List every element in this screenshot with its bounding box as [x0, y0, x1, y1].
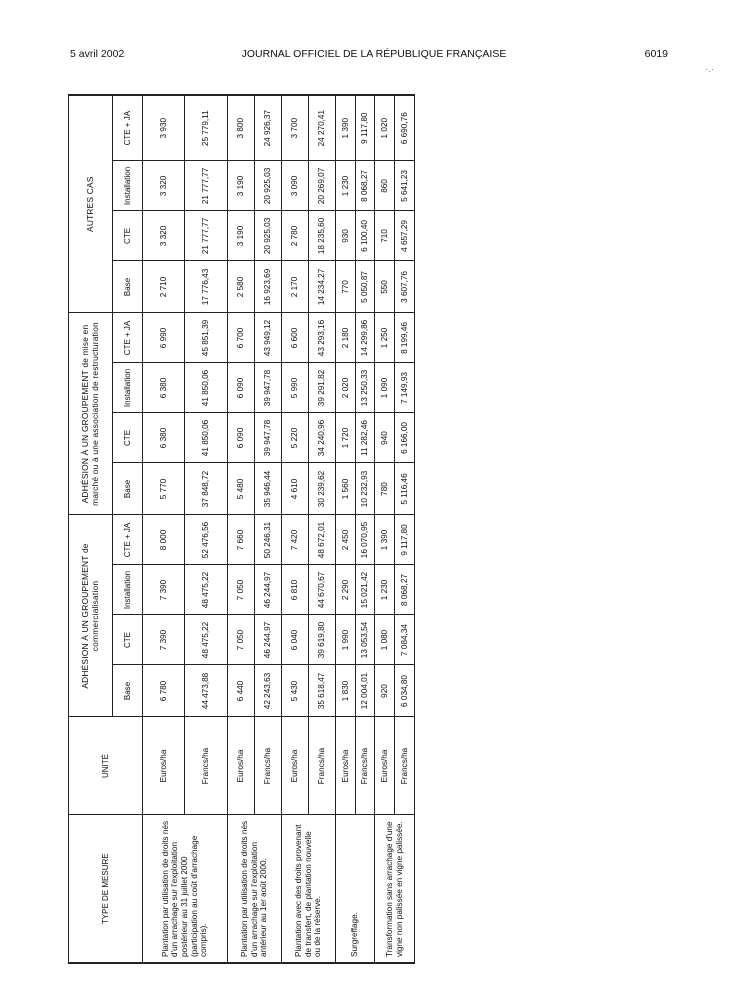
unit-cell: Euros/ha — [375, 717, 395, 815]
unit-cell: Francs/ha — [254, 717, 281, 815]
table-row — [143, 95, 185, 963]
table-row — [281, 95, 308, 963]
value-cell: 920 — [375, 665, 395, 717]
value-cell: 39 619,80 — [308, 615, 335, 665]
value-cell: 1 080 — [375, 615, 395, 665]
value-cell: 4 610 — [281, 463, 308, 515]
corner-dots: ·.· — [705, 64, 714, 74]
value-cell: 16 923,69 — [254, 261, 281, 313]
value-cell: 46 244,97 — [254, 565, 281, 615]
value-cell: 50 246,31 — [254, 515, 281, 565]
subheader-cte: CTE — [113, 211, 143, 261]
value-cell: 41 850,06 — [185, 413, 227, 463]
value-cell: 6 166,00 — [395, 413, 415, 463]
unit-cell: Francs/ha — [308, 717, 335, 815]
value-cell: 44 473,88 — [185, 665, 227, 717]
value-cell: 9 117,80 — [395, 515, 415, 565]
value-cell: 25 779,11 — [185, 95, 227, 161]
unit-cell: Euros/ha — [281, 717, 308, 815]
value-cell: 20 925,03 — [254, 161, 281, 211]
subheader-cte: CTE — [113, 615, 143, 665]
value-cell: 6 810 — [281, 565, 308, 615]
value-cell: 6 090 — [227, 363, 254, 413]
subheader-cte-ja: CTE + JA — [113, 515, 143, 565]
header-journal-title: JOURNAL OFFICIEL DE LA RÉPUBLIQUE FRANÇAISE — [241, 48, 507, 60]
subheader-base: Base — [113, 463, 143, 515]
value-cell: 41 850,06 — [185, 363, 227, 413]
value-cell: 5 220 — [281, 413, 308, 463]
value-cell: 39 291,82 — [308, 363, 335, 413]
unit-cell: Francs/ha — [395, 717, 415, 815]
value-cell: 3 607,76 — [395, 261, 415, 313]
subheader-cte-ja: CTE + JA — [113, 95, 143, 161]
aid-amounts-table — [68, 94, 415, 964]
value-cell: 35 946,44 — [254, 463, 281, 515]
subheader-installation: Installation — [113, 161, 143, 211]
value-cell: 9 117,80 — [355, 95, 375, 161]
value-cell: 6 040 — [281, 615, 308, 665]
group-mise-en-marche-header: ADHÉSION À UN GROUPEMENT de mise en marché ou à une association de restructuration — [69, 313, 113, 515]
rotated-table-frame — [68, 96, 415, 964]
value-cell: 6 440 — [227, 665, 254, 717]
subheader-cte: CTE — [113, 413, 143, 463]
value-cell: 8 199,46 — [395, 313, 415, 363]
value-cell: 3 090 — [281, 161, 308, 211]
value-cell: 43 949,12 — [254, 313, 281, 363]
value-cell: 6 034,80 — [395, 665, 415, 717]
value-cell: 34 240,96 — [308, 413, 335, 463]
type-mesure-header: TYPE DE MESURE — [69, 815, 143, 963]
value-cell: 17 776,43 — [185, 261, 227, 313]
measure-description: Surgreffage. — [335, 815, 374, 963]
subheader-base: Base — [113, 665, 143, 717]
table-wrapper — [68, 96, 415, 964]
value-cell: 1 230 — [375, 565, 395, 615]
value-cell: 6 700 — [227, 313, 254, 363]
value-cell: 45 851,39 — [185, 313, 227, 363]
value-cell: 2 020 — [335, 363, 355, 413]
value-cell: 37 848,72 — [185, 463, 227, 515]
value-cell: 21 777,77 — [185, 161, 227, 211]
value-cell: 3 930 — [143, 95, 185, 161]
value-cell: 6 690,76 — [395, 95, 415, 161]
value-cell: 1 990 — [335, 615, 355, 665]
value-cell: 24 270,41 — [308, 95, 335, 161]
value-cell: 6 100,40 — [355, 211, 375, 261]
value-cell: 7 390 — [143, 565, 185, 615]
value-cell: 6 380 — [143, 413, 185, 463]
unit-cell: Euros/ha — [335, 717, 355, 815]
value-cell: 1 230 — [335, 161, 355, 211]
value-cell: 5 641,23 — [395, 161, 415, 211]
value-cell: 3 800 — [227, 95, 254, 161]
measure-description: Plantation avec des droits provenant de transfert, de plantation nouvelle ou de la réserve. — [281, 815, 335, 963]
value-cell: 14 234,27 — [308, 261, 335, 313]
value-cell: 44 670,67 — [308, 565, 335, 615]
value-cell: 21 777,77 — [185, 211, 227, 261]
value-cell: 550 — [375, 261, 395, 313]
value-cell: 16 070,95 — [355, 515, 375, 565]
value-cell: 6 780 — [143, 665, 185, 717]
value-cell: 6 380 — [143, 363, 185, 413]
table-row — [375, 95, 395, 963]
value-cell: 7 084,34 — [395, 615, 415, 665]
value-cell: 6 990 — [143, 313, 185, 363]
value-cell: 7 660 — [227, 515, 254, 565]
value-cell: 46 244,97 — [254, 615, 281, 665]
header-page-number: 6019 — [644, 48, 668, 60]
value-cell: 7 390 — [143, 615, 185, 665]
value-cell: 48 475,22 — [185, 565, 227, 615]
value-cell: 52 476,56 — [185, 515, 227, 565]
value-cell: 7 050 — [227, 565, 254, 615]
value-cell: 8 068,27 — [395, 565, 415, 615]
value-cell: 18 235,60 — [308, 211, 335, 261]
value-cell: 2 290 — [335, 565, 355, 615]
value-cell: 35 618,47 — [308, 665, 335, 717]
value-cell: 3 320 — [143, 161, 185, 211]
value-cell: 20 925,03 — [254, 211, 281, 261]
value-cell: 10 232,93 — [355, 463, 375, 515]
value-cell: 13 250,33 — [355, 363, 375, 413]
value-cell: 2 170 — [281, 261, 308, 313]
value-cell: 6 600 — [281, 313, 308, 363]
value-cell: 1 830 — [335, 665, 355, 717]
value-cell: 15 021,42 — [355, 565, 375, 615]
subheader-cte-ja: CTE + JA — [113, 313, 143, 363]
value-cell: 6 090 — [227, 413, 254, 463]
value-cell: 3 190 — [227, 211, 254, 261]
value-cell: 39 947,78 — [254, 363, 281, 413]
value-cell: 3 700 — [281, 95, 308, 161]
unit-cell: Euros/ha — [227, 717, 254, 815]
value-cell: 24 926,37 — [254, 95, 281, 161]
value-cell: 14 299,86 — [355, 313, 375, 363]
value-cell: 860 — [375, 161, 395, 211]
value-cell: 5 480 — [227, 463, 254, 515]
value-cell: 7 050 — [227, 615, 254, 665]
table-row — [335, 95, 355, 963]
value-cell: 930 — [335, 211, 355, 261]
value-cell: 8 000 — [143, 515, 185, 565]
table-row — [227, 95, 254, 963]
value-cell: 11 282,46 — [355, 413, 375, 463]
value-cell: 2 780 — [281, 211, 308, 261]
subheader-installation: Installation — [113, 565, 143, 615]
value-cell: 1 020 — [375, 95, 395, 161]
group-autres-cas-header: AUTRES CAS — [69, 95, 113, 313]
value-cell: 4 657,29 — [395, 211, 415, 261]
subheader-base: Base — [113, 261, 143, 313]
value-cell: 780 — [375, 463, 395, 515]
measure-description: Plantation par utilisation de droits nés d'un arrachage sur l'exploitation antérieur au 1er août 2000. — [227, 815, 281, 963]
value-cell: 48 475,22 — [185, 615, 227, 665]
value-cell: 2 580 — [227, 261, 254, 313]
value-cell: 5 990 — [281, 363, 308, 413]
value-cell: 1 390 — [335, 95, 355, 161]
value-cell: 1 560 — [335, 463, 355, 515]
value-cell: 710 — [375, 211, 395, 261]
value-cell: 3 320 — [143, 211, 185, 261]
value-cell: 1 090 — [375, 363, 395, 413]
unite-header: UNITÉ — [69, 717, 143, 815]
subheader-installation: Installation — [113, 363, 143, 413]
value-cell: 8 068,27 — [355, 161, 375, 211]
group-commercialisation-header: ADHÉSION À UN GROUPEMENT de commercialisation — [69, 515, 113, 717]
value-cell: 1 390 — [375, 515, 395, 565]
unit-cell: Francs/ha — [185, 717, 227, 815]
value-cell: 13 053,54 — [355, 615, 375, 665]
value-cell: 770 — [335, 261, 355, 313]
value-cell: 39 947,78 — [254, 413, 281, 463]
value-cell: 20 269,07 — [308, 161, 335, 211]
value-cell: 5 116,46 — [395, 463, 415, 515]
value-cell: 7 149,93 — [395, 363, 415, 413]
value-cell: 5 430 — [281, 665, 308, 717]
unit-cell: Euros/ha — [143, 717, 185, 815]
value-cell: 3 190 — [227, 161, 254, 211]
value-cell: 2 450 — [335, 515, 355, 565]
value-cell: 2 710 — [143, 261, 185, 313]
value-cell: 42 243,63 — [254, 665, 281, 717]
measure-description: Plantation par utilisation de droits nés d'un arrachage sur l'exploitation postérieur au 31 juillet 2000 (participation au coût d'arrachage compris). — [143, 815, 228, 963]
value-cell: 1 720 — [335, 413, 355, 463]
value-cell: 940 — [375, 413, 395, 463]
header-date: 5 avril 2002 — [70, 48, 125, 60]
value-cell: 30 239,62 — [308, 463, 335, 515]
value-cell: 43 293,16 — [308, 313, 335, 363]
table-body — [143, 95, 415, 963]
measure-description: Transformation sans arrachage d'une vigne non palissée en vigne palissée. — [375, 815, 415, 963]
unit-cell: Francs/ha — [355, 717, 375, 815]
value-cell: 1 250 — [375, 313, 395, 363]
value-cell: 48 672,01 — [308, 515, 335, 565]
value-cell: 2 180 — [335, 313, 355, 363]
value-cell: 7 420 — [281, 515, 308, 565]
value-cell: 5 050,87 — [355, 261, 375, 313]
value-cell: 12 004,01 — [355, 665, 375, 717]
value-cell: 5 770 — [143, 463, 185, 515]
